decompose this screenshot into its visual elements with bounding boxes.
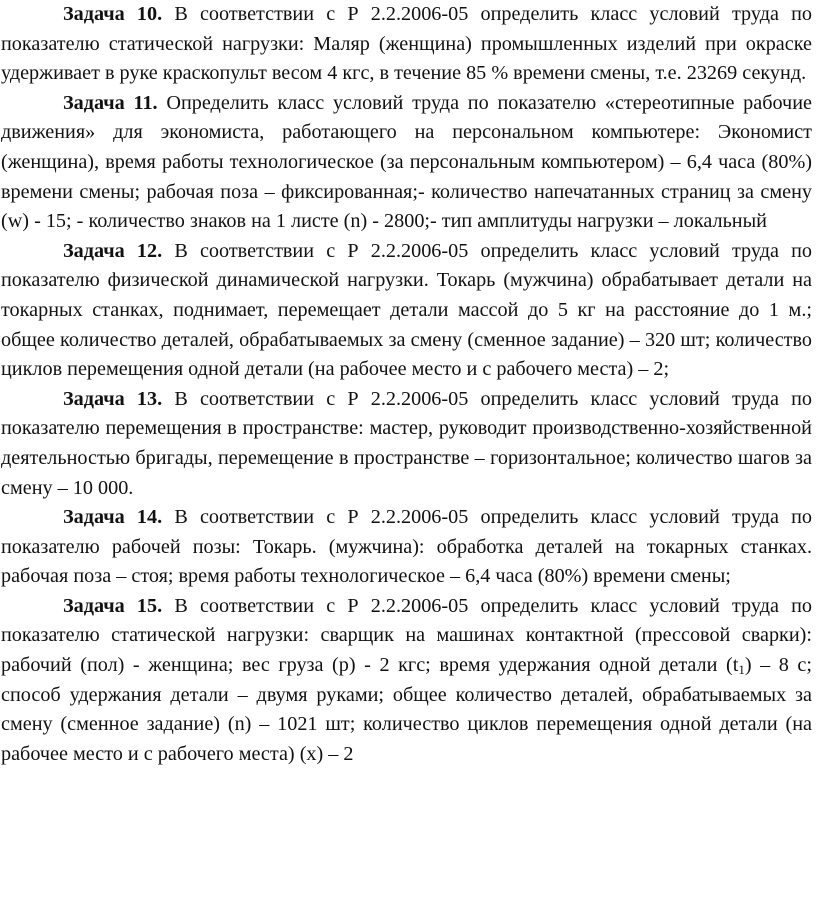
task-13-label: Задача 13.	[63, 387, 163, 410]
task-15	[1, 592, 812, 770]
task-13	[1, 385, 812, 503]
task-11-label: Задача 11.	[63, 91, 158, 114]
task-10-label: Задача 10.	[63, 3, 163, 25]
task-11-text: Определить класс условий труда по показателю «стереотипные рабочие движения» для экономиста, работающего на персональном компьютере: Экономист (женщина), время работы технологическое (за персональным компьютером) – 6,4 часа (80%) времени смены; рабочая поза – фиксированная;- количество напечатанных страниц за смену (w) - 15; - количество знаков на 1 листе (n) - 2800;- тип амплитуды нагрузки – локальный	[1, 91, 812, 233]
task-14-label: Задача 14.	[63, 506, 163, 529]
task-12-label: Задача 12.	[63, 239, 163, 262]
task-13-text: В соответствии с Р 2.2.2006-05 определить класс условий труда по показателю перемещения в пространстве: мастер, руководит производственно-хозяйственной деятельностью бригады, перемещение в пространстве – горизонтальное; количество шагов за смену – 10 000.	[1, 387, 812, 499]
task-12	[1, 237, 812, 385]
task-15-label: Задача 15.	[63, 594, 163, 617]
task-12-text: В соответствии с Р 2.2.2006-05 определить класс условий труда по показателю физической динамической нагрузки. Токарь (мужчина) обрабатывает детали на токарных станках, поднимает, перемещает детали массой до 5 кг на расстояние до 1 м.; общее количество деталей, обрабатываемых за смену (сменное задание) – 320 шт; количество циклов перемещения одной детали (на рабочее место и с рабочего места) – 2;	[1, 239, 812, 381]
task-11	[1, 89, 812, 237]
task-14-text: В соответствии с Р 2.2.2006-05 определить класс условий труда по показателю рабочей позы: Токарь. (мужчина): обработка деталей на токарных станках. рабочая поза – стоя; время работы технологическое – 6,4 часа (80%) времени смены;	[1, 506, 812, 588]
task-10-text: В соответствии с Р 2.2.2006-05 определить класс условий труда по показателю статической нагрузки: Маляр (женщина) промышленных изделий при окраске удерживает в руке краскопульт весом 4 кгс, в течение 85 % времени смены, т.е. 23269 секунд.	[1, 3, 812, 85]
task-15-text-before: В соответствии с Р 2.2.2006-05 определить класс условий труда по показателю статической нагрузки: сварщик на машинах контактной (прессовой сварки): рабочий (пол) - женщина; вес груза (р) - 2 кгс; время удержания одной детали (t	[1, 594, 812, 677]
task-15-subscript: 1	[738, 662, 745, 678]
task-15-text-after: ) – 8 с; способ удержания детали – двумя руками; общее количество деталей, обрабатываемых за смену (сменное задание) (n) – 1021 шт; количество циклов перемещения одной детали (на рабочее место и с рабочего места) (х) – 2	[1, 654, 813, 765]
task-14	[1, 503, 812, 592]
task-10	[1, 0, 812, 89]
